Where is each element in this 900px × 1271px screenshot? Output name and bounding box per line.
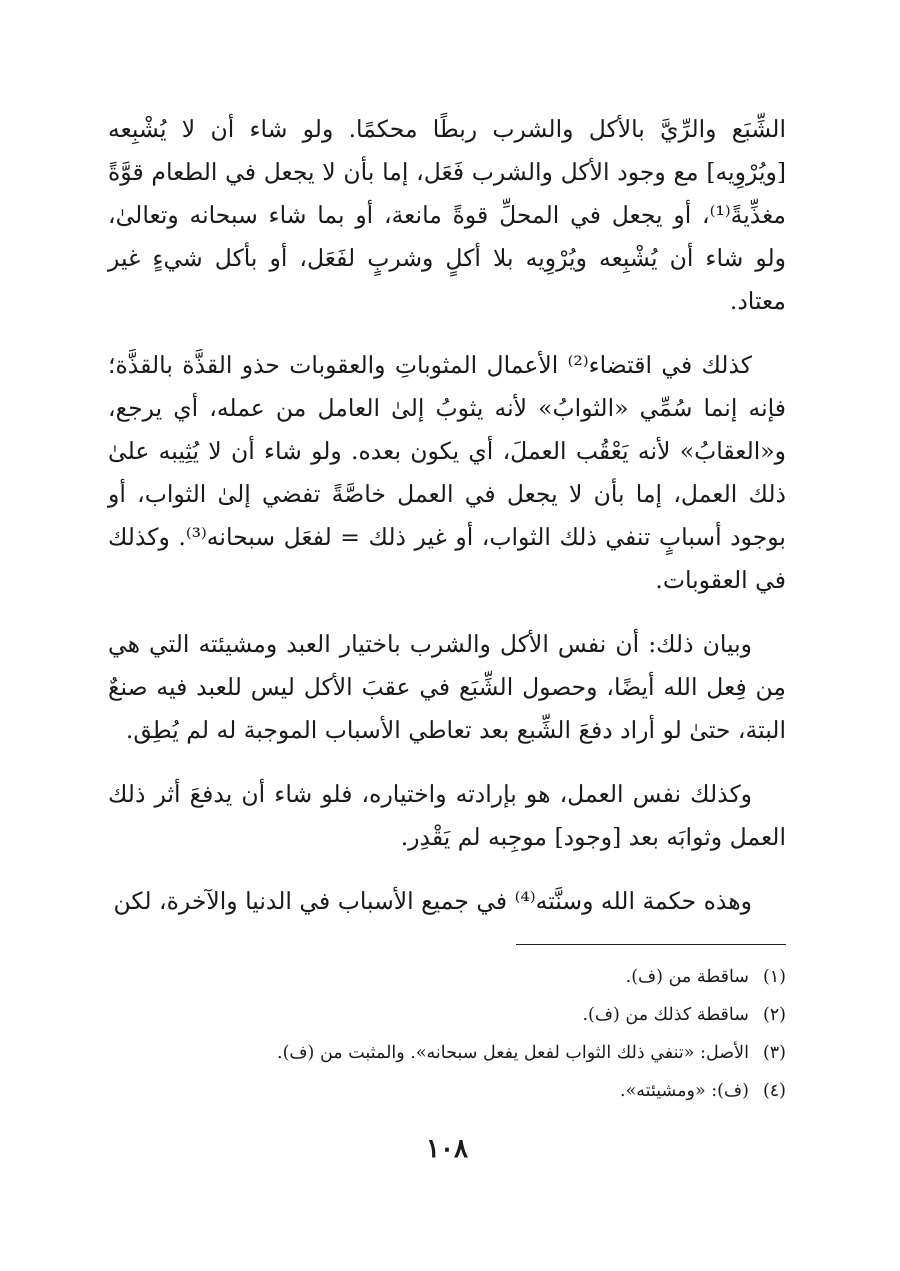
book-page [108, 108, 786, 1228]
footnote-number: (٣) [762, 1043, 786, 1063]
footnote-text: (ف): «ومشيئته». [620, 1081, 749, 1101]
footnote-text: ساقطة كذلك من (ف). [582, 1005, 749, 1025]
footnote-divider [516, 944, 786, 945]
paragraph-2: كذلك في اقتضاء⁽²⁾ الأعمال المثوباتِ والعقوبات حذو القذَّة بالقذَّة؛ فإنه إنما سُمِّي «الثوابُ» لأنه يثوبُ إلىٰ العامل من عمله، أي يرجع، و«العقابُ» لأنه يَعْقُب العملَ، أي يكون بعده. ولو شاء أن لا يُثِيبه علىٰ ذلك العمل، إما بأن لا يجعل في العمل خاصَّةً تفضي إلىٰ الثواب، أو بوجود أسبابٍ تنفي ذلك الثواب، أو غير ذلك = لفعَل سبحانه⁽³⁾. وكذلك في العقوبات. [108, 351, 786, 594]
footnote-text: الأصل: «تنفي ذلك الثواب لفعل يفعل سبحانه». والمثبت من (ف). [277, 1043, 749, 1063]
footnote-4 [108, 1080, 786, 1103]
paragraph-5: وهذه حكمة الله وسنَّته⁽⁴⁾ في جميع الأسباب في الدنيا والآخرة، لكن [113, 887, 752, 915]
footnote-1 [108, 966, 786, 989]
footnote-number: (١) [762, 967, 786, 987]
footnote-3 [108, 1042, 786, 1065]
footnote-number: (٢) [762, 1005, 786, 1025]
footnote-number: (٤) [762, 1081, 786, 1101]
footnote-2 [108, 1004, 786, 1027]
footnote-text: ساقطة من (ف). [625, 967, 749, 987]
paragraph-3: وبيان ذلك: أن نفس الأكل والشرب باختيار العبد ومشيئته التي هي مِن فِعل الله أيضًا، وحصول الشِّبَع في عقبَ الأكل ليس للعبد فيه صنعٌ البتة، حتىٰ لو أراد دفعَ الشِّبع بعد تعاطي الأسباب الموجبة له لم يُطِق. [108, 630, 786, 744]
paragraph-1: الشِّبَع والرِّيَّ بالأكل والشرب ربطًا محكمًا. ولو شاء أن لا يُشْبِعه [ويُرْوِيه] مع وجود الأكل والشرب فَعَل، إما بأن لا يجعل في الطعام قوَّةً مغذِّيةً⁽¹⁾، أو يجعل في المحلِّ قوةً مانعة، أو بما شاء سبحانه وتعالىٰ، ولو شاء أن يُشْبِعه ويُرْوِيه بلا أكلٍ وشربٍ لفَعَل، أو بأكل شيءٍ غير معتاد. [108, 115, 786, 315]
footnotes [108, 966, 786, 1118]
page-number: ١٠٨ [426, 1134, 468, 1164]
main-text [108, 108, 786, 923]
paragraph-4: وكذلك نفس العمل، هو بإرادته واختياره، فلو شاء أن يدفعَ أثر ذلك العمل وثوابَه بعد [وجود] موجِبه لم يَقْدِر. [108, 780, 786, 851]
